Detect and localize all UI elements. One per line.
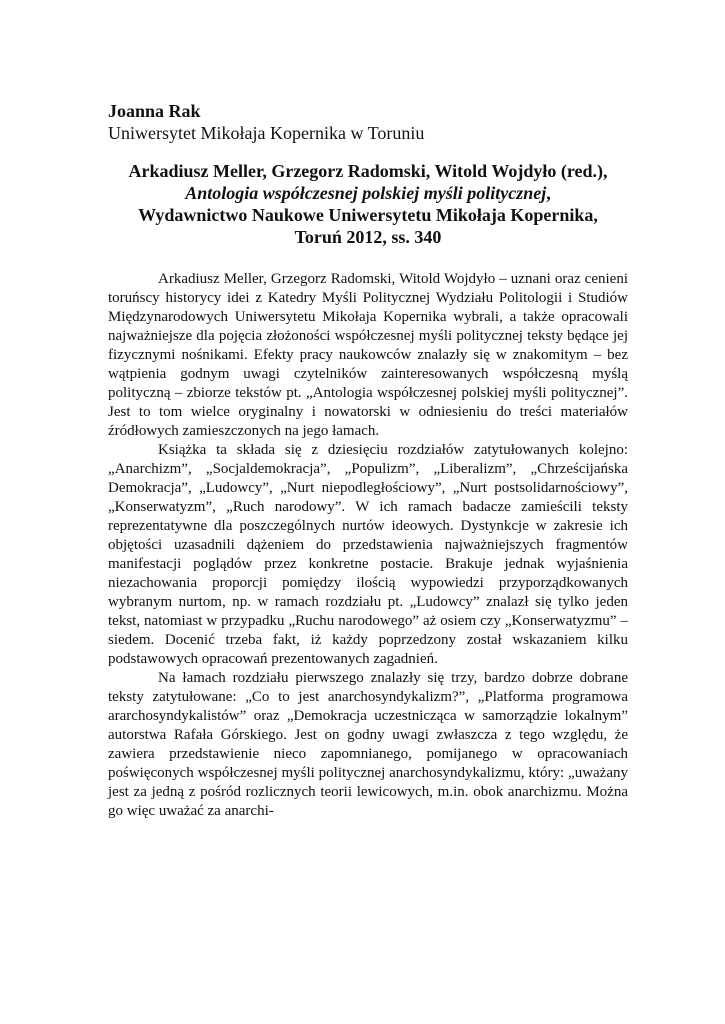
book-title: Antologia współczesnej polskiej myśli politycznej [185, 183, 547, 203]
reviewer-affiliation: Uniwersytet Mikołaja Kopernika w Toruniu [108, 123, 425, 143]
reviewed-book-heading [108, 160, 628, 248]
book-publisher: Wydawnictwo Naukowe Uniwersytetu Mikołaja Kopernika, [138, 205, 598, 225]
book-editors: Arkadiusz Meller, Grzegorz Radomski, Witold Wojdyło (red.), [128, 161, 608, 181]
paragraph-3: Na łamach rozdziału pierwszego znalazły się trzy, bardzo dobrze dobrane teksty zatytułowane: „Co to jest anarchosyndykalizm?”, „Platforma programowa ararchosyndykalistów” oraz „Demokracja uczestnicząca w samorządzie lokalnym” autorstwa Rafała Górskiego. Jest on godny uwagi zwłaszcza z tego względu, że zawiera przedstawienie nieco zapomnianego, pomijanego w opracowaniach poświęconych współczesnej myśli politycznej anarchosyndykalizmu, który: „uważany jest za jedną z pośród rozlicznych teorii lewicowych, m.in. obok anarchizmu. Można go więc uważać za anarchi- [108, 670, 628, 819]
paragraph-1: Arkadiusz Meller, Grzegorz Radomski, Witold Wojdyło – uznani oraz cenieni toruńscy historycy idei z Katedry Myśli Politycznej Wydziału Politologii i Studiów Międzynarodowych Uniwersytetu Mikołaja Kopernika wybrali, a także opracowali najważniejsze dla pojęcia złożoności współczesnej myśli politycznej teksty będące jej fizycznymi nośnikami. Efekty pracy naukowców znalazły się w znakomitym – bez wątpienia godnym uwagi czytelników zainteresowanych współczesną myślą polityczną – zbiorze tekstów pt. „Antologia współczesnej polskiej myśli politycznej”. Jest to tom wielce oryginalny i nowatorski w odniesieniu do treści materiałów źródłowych zamieszczonych na jego łamach. [108, 271, 628, 439]
book-title-line [108, 182, 628, 204]
paragraph-2: Książka ta składa się z dziesięciu rozdziałów zatytułowanych kolejno: „Anarchizm”, „Socjaldemokracja”, „Populizm”, „Liberalizm”, „Chrześcijańska Demokracja”, „Ludowcy”, „Nurt niepodległościowy”, „Nurt postsolidarnościowy”, „Konserwatyzm”, „Ruch narodowy”. W ich ramach badacze zamieścili teksty reprezentatywne dla poszczególnych nurtów ideowych. Dystynkcje w zakresie ich objętości uzasadnili dążeniem do przedstawienia najważniejszych fragmentów manifestacji poglądów przez konkretne postacie. Brakuje jednak wyjaśnienia niezachowania proporcji pomiędzy ilością wypowiedzi przyporządkowanych wybranym nurtom, np. w ramach rozdziału pt. „Ludowcy” znalazł się tylko jeden tekst, natomiast w przypadku „Ruchu narodowego” aż osiem czy „Konserwatyzmu” – siedem. Docenić trzeba fakt, iż każdy poprzedzony został wskazaniem kilku podstawowych opracowań prezentowanych zagadnień. [108, 442, 628, 667]
review-page [108, 100, 628, 821]
book-title-comma: , [546, 183, 551, 203]
book-place-year-pages: Toruń 2012, ss. 340 [294, 227, 442, 247]
reviewer-name: Joanna Rak [108, 101, 201, 121]
review-body [108, 270, 628, 821]
